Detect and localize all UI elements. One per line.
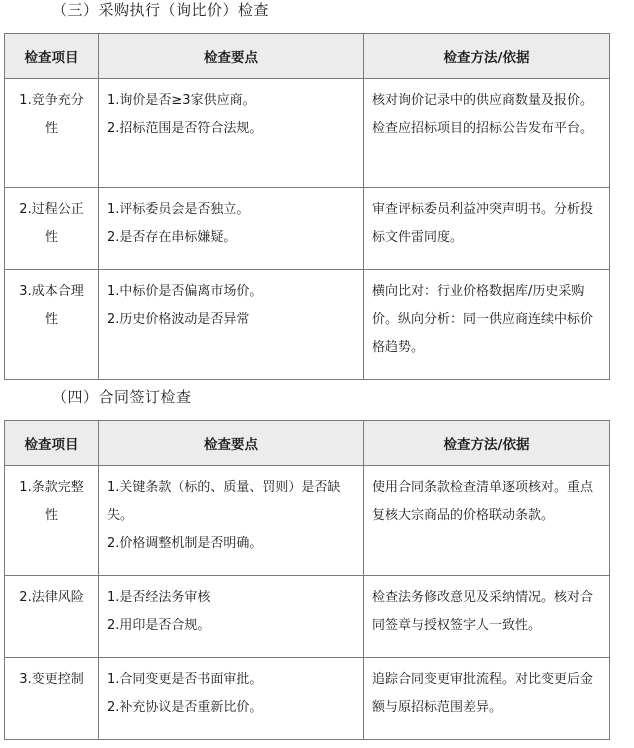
table-row [5, 576, 610, 658]
check-item-cell: 2.过程公正性 [5, 188, 99, 270]
check-point: 1.关键条款（标的、质量、罚则）是否缺失。 [107, 480, 341, 523]
header-check-method: 检查方法/依据 [364, 421, 610, 466]
header-check-method: 检查方法/依据 [364, 34, 610, 79]
contract-check-table [4, 420, 610, 740]
header-check-points: 检查要点 [99, 34, 364, 79]
check-points-cell [99, 466, 364, 576]
check-point: 2.是否存在串标嫌疑。 [107, 230, 237, 245]
check-point: 1.评标委员会是否独立。 [107, 202, 250, 217]
check-method-cell: 横向比对：行业价格数据库/历史采购价。纵向分析：同一供应商连续中标价格趋势。 [364, 270, 610, 380]
check-points-cell [99, 188, 364, 270]
check-point: 2.历史价格波动是否异常 [107, 312, 250, 327]
procurement-check-table [4, 33, 610, 380]
check-method-cell: 使用合同条款检查清单逐项核对。重点复核大宗商品的价格联动条款。 [364, 466, 610, 576]
table-row [5, 658, 610, 740]
check-item-cell: 3.成本合理性 [5, 270, 99, 380]
check-point: 1.是否经法务审核 [107, 590, 211, 605]
check-method-cell: 检查法务修改意见及采纳情况。核对合同签章与授权签字人一致性。 [364, 576, 610, 658]
check-points-cell [99, 576, 364, 658]
table-row [5, 188, 610, 270]
check-point: 2.招标范围是否符合法规。 [107, 121, 263, 136]
check-method-cell: 审查评标委员利益冲突声明书。分析投标文件雷同度。 [364, 188, 610, 270]
header-check-item: 检查项目 [5, 34, 99, 79]
check-point: 1.合同变更是否书面审批。 [107, 672, 263, 687]
check-point: 2.补充协议是否重新比价。 [107, 700, 263, 715]
check-item-cell: 1.竞争充分性 [5, 79, 99, 188]
table-row [5, 79, 610, 188]
check-points-cell [99, 658, 364, 740]
header-check-points: 检查要点 [99, 421, 364, 466]
check-item-cell: 1.条款完整性 [5, 466, 99, 576]
table-row [5, 270, 610, 380]
check-points-cell [99, 270, 364, 380]
check-point: 1.中标价是否偏离市场价。 [107, 284, 263, 299]
check-points-cell [99, 79, 364, 188]
section-title-contract: （四）合同签订检查 [52, 388, 192, 406]
header-check-item: 检查项目 [5, 421, 99, 466]
check-point: 1.询价是否≥3家供应商。 [107, 93, 256, 108]
table-header-row [5, 34, 610, 79]
table-row [5, 466, 610, 576]
check-method-cell: 核对询价记录中的供应商数量及报价。 检查应招标项目的招标公告发布平台。 [364, 79, 610, 188]
check-item-cell: 3.变更控制 [5, 658, 99, 740]
table-header-row [5, 421, 610, 466]
section-title-procurement: （三）采购执行（询比价）检查 [52, 1, 270, 19]
check-item-cell: 2.法律风险 [5, 576, 99, 658]
check-point: 2.价格调整机制是否明确。 [107, 536, 263, 551]
check-method-cell: 追踪合同变更审批流程。对比变更后金额与原招标范围差异。 [364, 658, 610, 740]
check-point: 2.用印是否合规。 [107, 618, 211, 633]
